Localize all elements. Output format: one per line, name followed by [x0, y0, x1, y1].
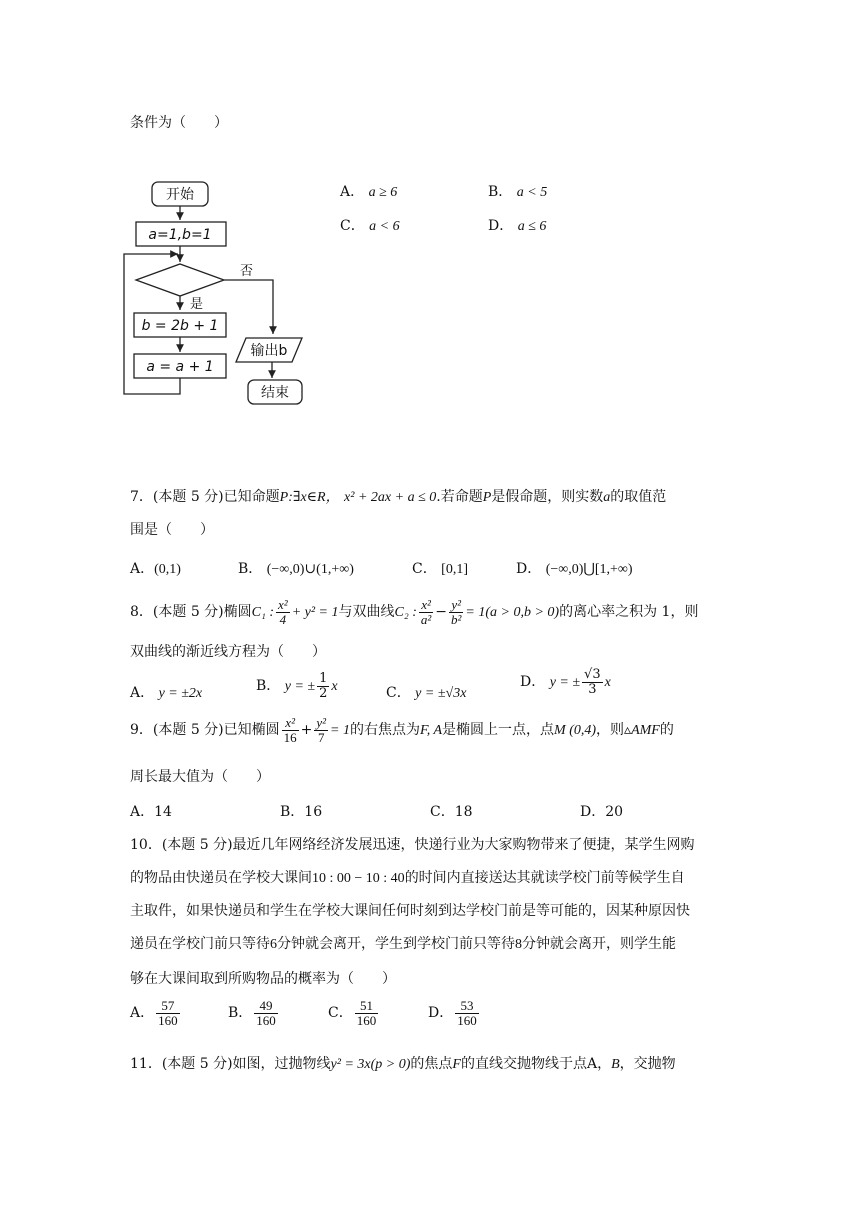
flow-start-label: 开始	[166, 187, 194, 203]
q10-line4: 递员在学校门前只等待6分钟就会离开，学生到学校门前只等待8分钟就会离开，则学生能	[130, 936, 676, 952]
q9-option-c[interactable]: C．18	[430, 804, 473, 820]
q8-option-d[interactable]: D． y = ± $\frac{√3}{3}$ x	[520, 667, 611, 697]
q9-stem: 9．(本题 5 分)已知椭圆 $\frac{\text{x²}}{16}$ + $\frac{\text{y²}}{7}$ = 1的右焦点为F, A是椭圆上一点，点M (0,4)，则▵AMF的	[130, 715, 674, 745]
flow-end-label: 结束	[261, 385, 289, 401]
q10-line2: 的物品由快递员在学校大课间10 : 00 − 10 : 40的时间内直接送达其就读学校门前等候学生自	[130, 870, 685, 886]
q8-stem: 8．(本题 5 分)椭圆C₁ : $\frac{\text{x²}}{4}$ + y² = 1与双曲线C₂ : $\frac{\text{x²}}{\text{a²}}$ − $\frac{\text{y²}}{\text{b²}}$ = 1(a > 0,b > 0)的离心率之积为 1，则	[130, 597, 699, 627]
q7-option-a[interactable]: A．(0,1)	[130, 561, 181, 577]
flow-no-label: 否	[240, 264, 254, 279]
q6-option-c[interactable]: C． a < 6	[340, 218, 400, 234]
q6-option-a[interactable]: A． a ≥ 6	[340, 184, 398, 200]
flow-yes-label: 是	[190, 297, 204, 312]
q9-option-b[interactable]: B．16	[280, 804, 323, 820]
q10-line5: 够在大课间取到所购物品的概率为（ ）	[130, 971, 396, 987]
q7-stem: 7．(本题 5 分)已知命题P:∃x∈R， x² + 2ax + a ≤ 0.若命题P是假命题，则实数a的取值范	[130, 489, 667, 505]
flow-decision-diamond	[136, 264, 224, 296]
q8-stem-line2: 双曲线的渐近线方程为（ ）	[130, 644, 326, 660]
q10-line1: 10．(本题 5 分)最近几年网络经济发展迅速，快递行业为大家购物带来了便捷，某学生网购	[130, 837, 695, 853]
flowchart	[118, 172, 318, 412]
q9-stem-line2: 周长最大值为（ ）	[130, 769, 270, 785]
q8-option-a[interactable]: A． y = ±2x	[130, 685, 203, 701]
q10-option-c[interactable]: C． $\frac{51}{160}$	[328, 998, 377, 1028]
q7-option-b[interactable]: B． (−∞,0)∪(1,+∞)	[238, 561, 354, 577]
flow-step1-label: b = 2b + 1	[141, 318, 219, 334]
q9-option-d[interactable]: D．20	[580, 804, 624, 820]
q10-option-d[interactable]: D． $\frac{53}{160}$	[428, 998, 477, 1028]
flow-init-label: a=1,b=1	[148, 227, 212, 243]
q11-stem: 11．(本题 5 分)如图，过抛物线y² = 3x(p > 0)的焦点F的直线交抛物线于点A，B，交抛物	[130, 1056, 676, 1072]
q6-option-b[interactable]: B． a < 5	[488, 184, 548, 200]
q8-option-c[interactable]: C． y = ±√3x	[386, 685, 467, 701]
q6-stem-tail: 条件为（ ）	[130, 115, 228, 131]
q10-line3: 主取件，如果快递员和学生在学校大课间任何时刻到达学校门前是等可能的，因某种原因快	[130, 903, 690, 919]
q9-option-a[interactable]: A．14	[130, 804, 172, 820]
flow-step2-label: a = a + 1	[146, 359, 214, 375]
q10-option-a[interactable]: A． $\frac{57}{160}$	[130, 998, 178, 1028]
q10-option-b[interactable]: B． $\frac{49}{160}$	[228, 998, 276, 1028]
flow-output-label: 输出b	[250, 343, 288, 359]
q8-option-b[interactable]: B． y = ± $\frac{1}{2}$ x	[256, 671, 338, 701]
q7-option-d[interactable]: D． (−∞,0)⋃[1,+∞)	[516, 561, 633, 577]
q7-stem-line2: 围是（ ）	[130, 522, 214, 538]
q6-option-d[interactable]: D． a ≤ 6	[488, 218, 547, 234]
q7-option-c[interactable]: C． [0,1]	[412, 561, 468, 577]
